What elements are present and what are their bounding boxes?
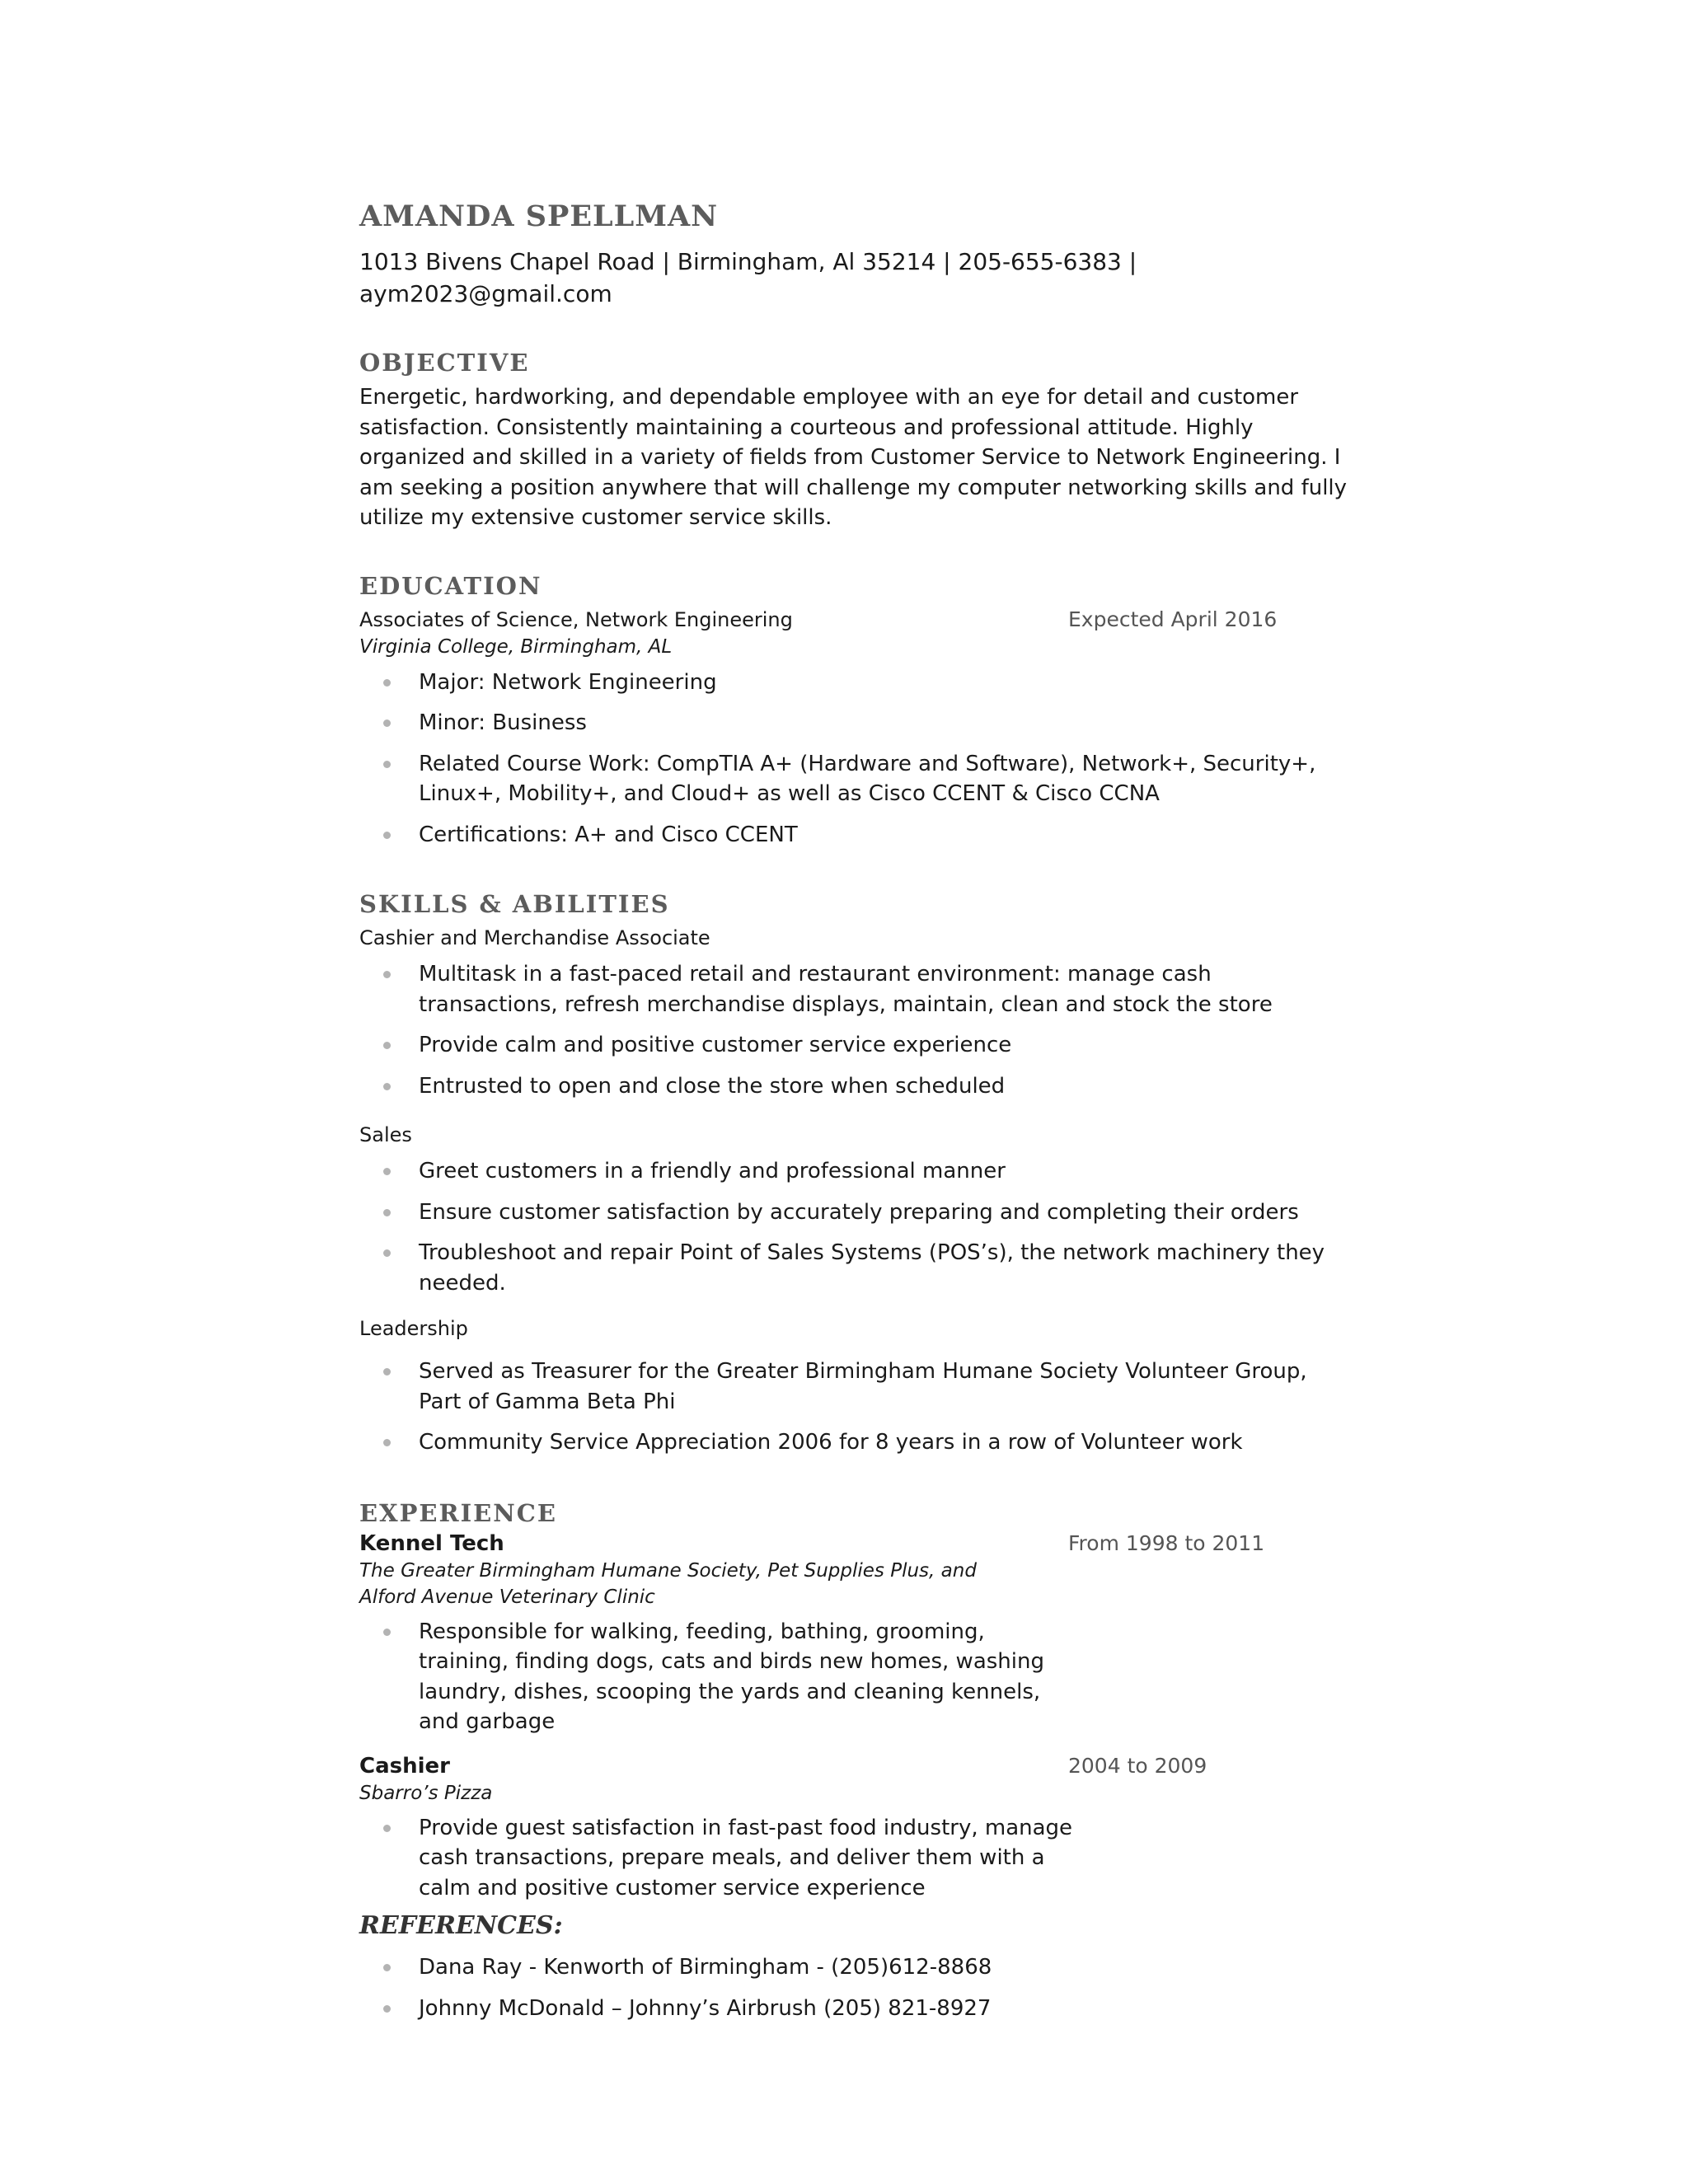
bullet-icon [383,2005,391,2013]
list-item [359,1071,1348,1102]
skills-section [359,888,1348,1458]
job-bullet-list [359,1617,1348,1737]
bullet-text: Dana Ray - Kenworth of Birmingham - (205)612-8868 [419,1955,992,1980]
bullet-icon [383,971,391,978]
bullet-text: Johnny McDonald – Johnny’s Airbrush (205) 821-8927 [419,1995,992,2021]
bullet-icon [383,1168,391,1175]
education-entry [359,606,1348,634]
job-title: Kennel Tech [359,1530,504,1556]
list-item [359,1952,1348,1983]
bullet-icon [383,832,391,839]
bullet-text: Major: Network Engineering [419,669,717,695]
bullet-text: Entrusted to open and close the store when scheduled [419,1073,1006,1099]
applicant-name: AMANDA SPELLMAN [359,199,719,233]
list-item [359,959,1348,1019]
skill-group-title: Cashier and Merchandise Associate [359,926,710,949]
list-item [359,749,1348,809]
bullet-text: Troubleshoot and repair Point of Sales Systems (POS’s), the network machinery they needed. [419,1240,1325,1296]
education-date: Expected April 2016 [1068,607,1278,631]
bullet-icon [383,1209,391,1216]
skill-bullet-list [359,1156,1348,1298]
references-heading: REFERENCES: [359,1911,563,1940]
objective-section [359,346,1348,533]
bullet-text: Greet customers in a friendly and professional manner [419,1159,1006,1183]
objective-heading: OBJECTIVE [359,349,530,377]
list-item [359,820,1348,851]
degree-title: Associates of Science, Network Engineering [359,607,793,631]
employer-name: The Greater Birmingham Humane Society, Pet Supplies Plus, and Alford Avenue Veterinary Clinic [359,1559,977,1608]
job-date: 2004 to 2009 [1068,1753,1207,1778]
contact-line: 1013 Bivens Chapel Road | Birmingham, Al 35214 | 205-655-6383 | [359,248,1137,275]
experience-section [359,1497,1348,1904]
school-name: Virginia College, Birmingham, AL [359,635,673,658]
employer-name: Sbarro’s Pizza [359,1782,493,1804]
skill-group-title: Sales [359,1123,412,1146]
objective-text: Energetic, hardworking, and dependable employee with an eye for detail and customer satisfaction. Consistently maintaining a courteous and professional attitude. Highly organized and skilled in a variety of fields from Customer Service to Network Engineering. I am seeking a position anywhere that will challenge my computer networking skills and fully utilize my extensive customer service skills. [359,385,1348,530]
skill-bullet-list [359,1357,1348,1458]
skills-heading: SKILLS & ABILITIES [359,890,670,918]
job-title: Cashier [359,1753,450,1779]
list-item [359,1156,1348,1187]
skill-group-title: Leadership [359,1317,468,1340]
list-item [359,708,1348,738]
references-list [359,1952,1348,2023]
bullet-icon [383,1825,391,1832]
bullet-text: Certifications: A+ and Cisco CCENT [419,822,798,847]
email-address: aym2023@gmail.com [359,280,612,307]
bullet-icon [383,679,391,687]
list-item [359,1994,1348,2024]
education-heading: EDUCATION [359,571,542,600]
bullet-text: Multitask in a fast-paced retail and restaurant environment: manage cash transactions, refresh merchandise displays, maintain, clean and stock the store [419,962,1273,1017]
contact-info [359,246,1184,310]
bullet-icon [383,1629,391,1636]
bullet-text: Provide calm and positive customer service experience [419,1033,1012,1057]
bullet-icon [383,1964,391,1971]
list-item [359,1238,1348,1298]
references-section [359,1910,1348,2023]
education-bullet-list [359,668,1348,851]
bullet-text: Related Course Work: CompTIA A+ (Hardware and Software), Network+, Security+, Linux+, Mobility+, and Cloud+ as well as Cisco CCENT & Cisco CCNA [419,751,1316,806]
job-date: From 1998 to 2011 [1068,1530,1265,1555]
bullet-text: Provide guest satisfaction in fast-past food industry, manage cash transactions, prepare meals, and deliver them with a calm and positive customer service experience [419,1815,1073,1900]
list-item [359,668,1348,698]
bullet-icon [383,1249,391,1257]
experience-heading: EXPERIENCE [359,1498,557,1527]
list-item [359,1617,1078,1737]
bullet-icon [383,1083,391,1090]
skill-bullet-list [359,959,1348,1101]
bullet-icon [383,1368,391,1376]
bullet-icon [383,719,391,727]
resume-page [359,194,1348,2023]
list-item [359,1427,1348,1458]
list-item [359,1030,1348,1061]
bullet-icon [383,1042,391,1049]
list-item [359,1813,1078,1904]
list-item [359,1357,1348,1417]
job-bullet-list [359,1813,1348,1904]
bullet-text: Minor: Business [419,710,587,735]
education-section [359,569,1348,851]
bullet-icon [383,1439,391,1446]
bullet-text: Responsible for walking, feeding, bathing, grooming, training, finding dogs, cats and birds new homes, washing laundry, dishes, scooping the yards and cleaning kennels, and garbage [419,1619,1044,1734]
bullet-text: Community Service Appreciation 2006 for 8 years in a row of Volunteer work [419,1430,1243,1455]
bullet-icon [383,761,391,768]
job-entry-header [359,1752,1348,1780]
bullet-text: Served as Treasurer for the Greater Birmingham Humane Society Volunteer Group, Part of Gamma Beta Phi [419,1359,1307,1414]
bullet-text: Ensure customer satisfaction by accurately preparing and completing their orders [419,1199,1299,1225]
list-item [359,1197,1348,1228]
job-entry-header [359,1530,1348,1558]
